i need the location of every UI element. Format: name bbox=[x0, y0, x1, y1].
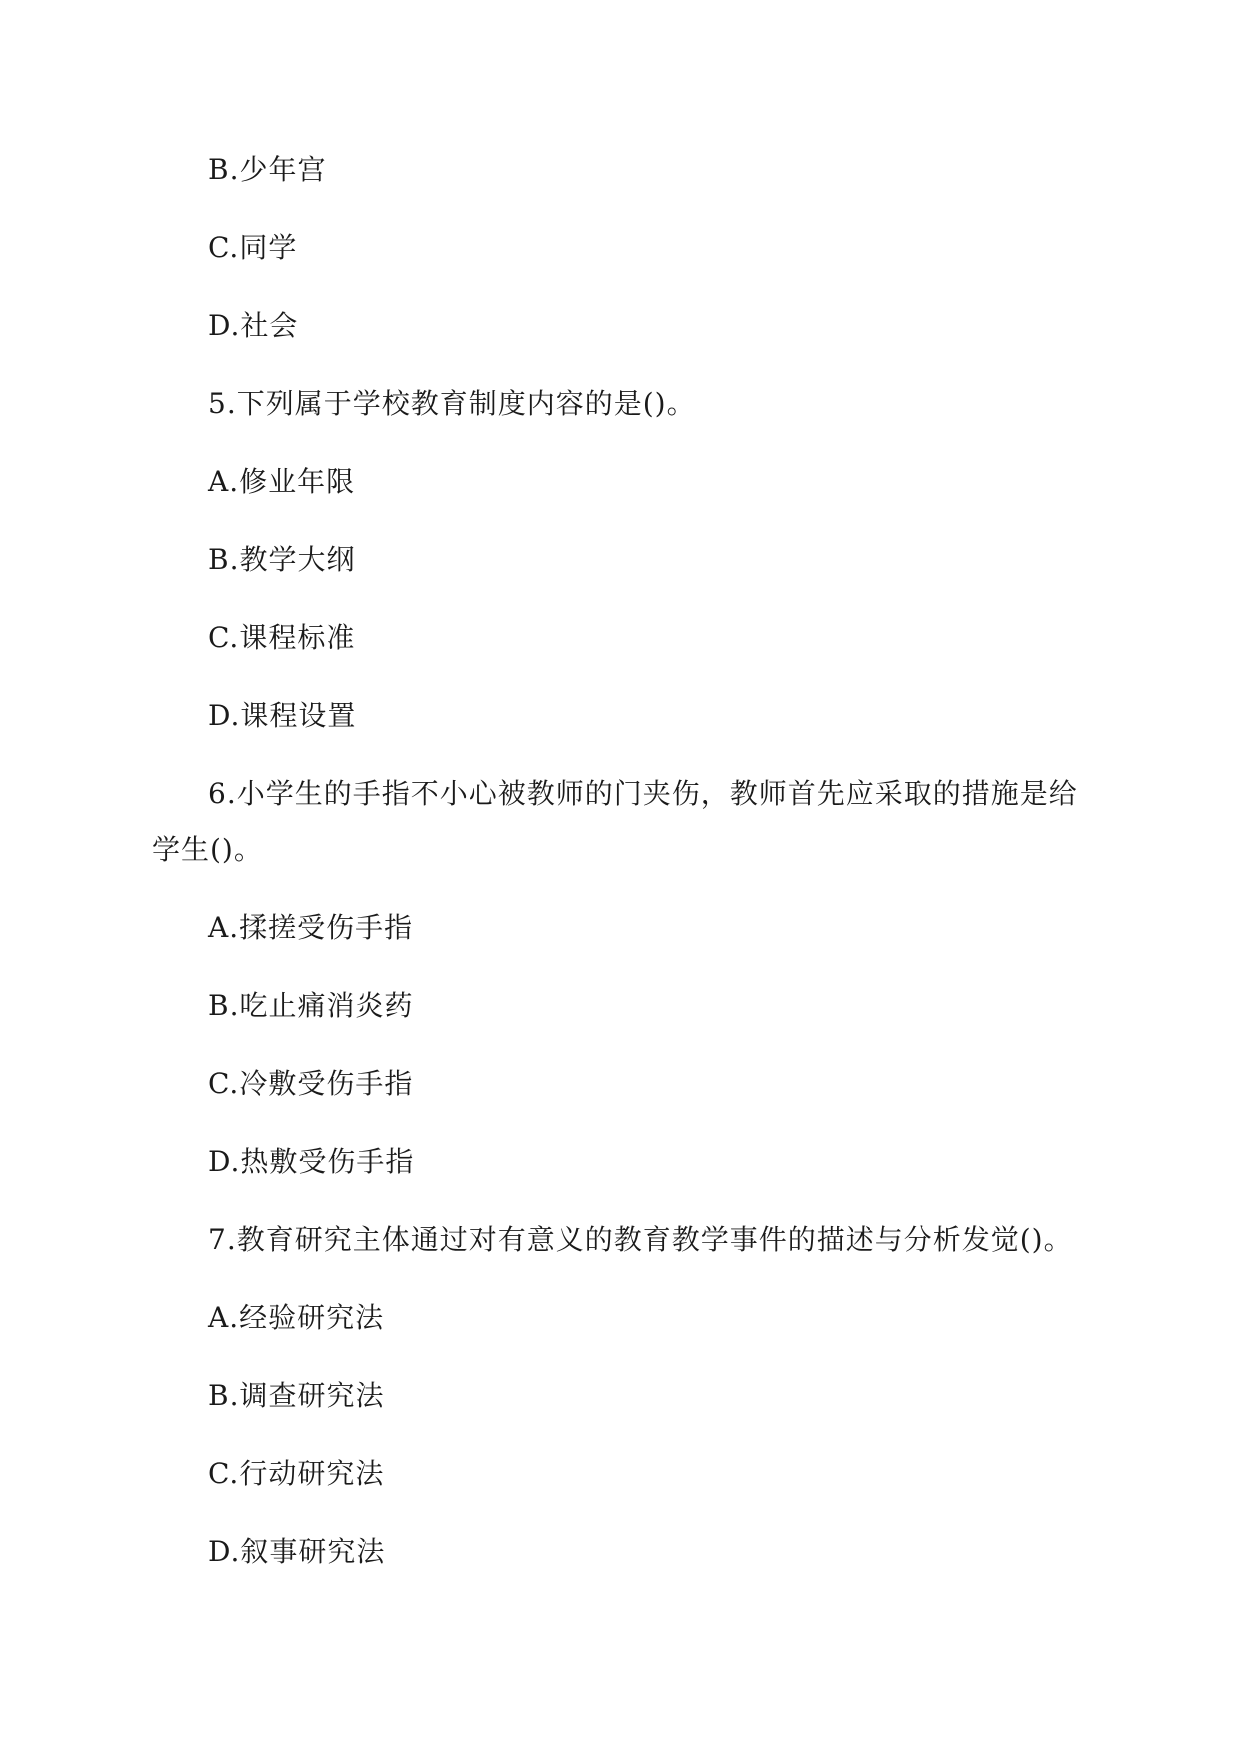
option-c-q5: C.课程标准 bbox=[208, 621, 356, 654]
option-d-q7: D.叙事研究法 bbox=[208, 1535, 386, 1568]
question-6-line-2: 学生()。 bbox=[152, 833, 263, 866]
question-5: 5.下列属于学校教育制度内容的是()。 bbox=[208, 387, 696, 420]
option-b-q4: B.少年宫 bbox=[208, 153, 327, 186]
option-b-q5: B.教学大纲 bbox=[208, 543, 356, 576]
option-c-q7: C.行动研究法 bbox=[208, 1457, 385, 1490]
option-a-q5: A.修业年限 bbox=[208, 465, 356, 498]
question-7: 7.教育研究主体通过对有意义的教育教学事件的描述与分析发觉()。 bbox=[208, 1223, 1073, 1256]
option-a-q7: A.经验研究法 bbox=[208, 1301, 385, 1334]
option-a-q6: A.揉搓受伤手指 bbox=[208, 911, 414, 944]
option-d-q6: D.热敷受伤手指 bbox=[208, 1145, 415, 1178]
option-c-q6: C.冷敷受伤手指 bbox=[208, 1067, 414, 1100]
question-6-line-1: 6.小学生的手指不小心被教师的门夹伤，教师首先应采取的措施是给 bbox=[208, 777, 1078, 810]
option-d-q4: D.社会 bbox=[208, 309, 299, 342]
option-b-q6: B.吃止痛消炎药 bbox=[208, 989, 414, 1022]
option-c-q4: C.同学 bbox=[208, 231, 298, 264]
option-b-q7: B.调查研究法 bbox=[208, 1379, 385, 1412]
option-d-q5: D.课程设置 bbox=[208, 699, 357, 732]
